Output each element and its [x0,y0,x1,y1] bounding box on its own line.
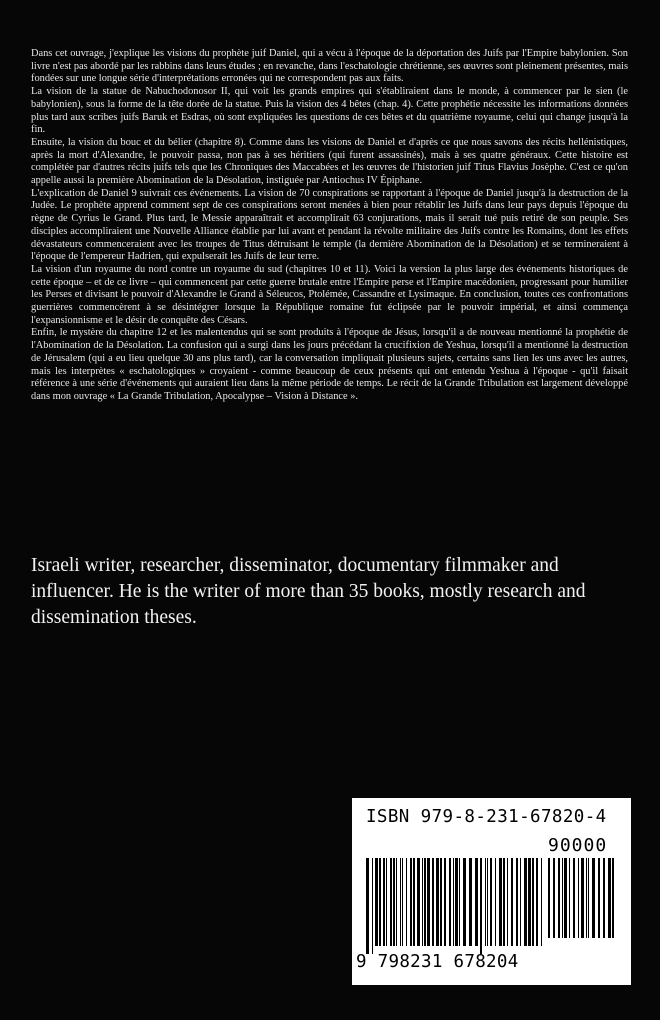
barcode-bar [383,858,385,946]
barcode-bar [453,858,454,946]
barcode-bar [455,858,458,946]
ean-digits: 9 798231 678204 [356,952,519,972]
barcode-bar [379,858,381,946]
barcode-bar [520,858,521,946]
barcode-bar [553,858,555,938]
barcode-bar [487,858,488,946]
barcode-bar [511,858,513,946]
barcode-bar [469,858,472,946]
barcode-bar [432,858,434,946]
barcode-bar [581,858,584,938]
blurb-paragraph-6: Enfin, le mystère du chapitre 12 et les malentendus qui se sont produits à l'époque de Jésus, lorsqu'il a de nouveau mentionné la prophétie de l'Abomination de la Désolation. La confusion qui a surgi dans les jours précédant la crucifixion de Yeshua, lorsqu'il a mentionné la destruction de Jérusalem (qui a eu lieu quelque 30 ans plus tard), car la conversation impliquait plusieurs sujets, certains sans lien les uns avec les autres, mais les interprètes « eschatologiques » croyaient - comme beaucoup de ceux présents qui ont entendu Yeshua à l'époque - qu'il faisait référence à une série d'événements qui auraient lieu dans la même période de temps. Le récit de la Grande Tribulation est largement développé dans mon ouvrage « La Grande Tribulation, Apocalypse – Vision à Distance ». [31,327,628,402]
barcode-bar [366,858,369,954]
barcode-bar [386,858,387,946]
barcode-bar [503,858,505,946]
barcode-bar [372,858,373,954]
barcode-bar [396,858,397,946]
barcode-bar [463,858,466,946]
price-addon-barcode [548,858,614,946]
barcode-bar [548,858,550,938]
barcode-bar [400,858,401,946]
barcode-bar [524,858,527,946]
barcode-bar [569,858,570,938]
barcode-bar [402,858,403,946]
barcode-bar [449,858,451,946]
cover-blurb [31,48,628,404]
barcode-bar [375,858,378,946]
barcode-bar [612,858,614,938]
barcode-bar [507,858,508,946]
barcode-bar [592,858,595,938]
barcode-bar [475,858,478,946]
blurb-paragraph-5: La vision d'un royaume du nord contre un royaume du sud (chapitres 10 et 11). Voici la version la plus large des événements historiques de cette époque – et de ce livre – qui commencent par cette guerre brutale entre l'Empire perse et l'Empire macédonien, progressant pour humilier les Perses et divisant le pouvoir d'Alexandre le Grand à Séleucos, Ptolémée, Cassandre et Lysimaque. En conclusion, toutes ces confrontations guerrières commencèrent à se désintégrer lorsque la République romaine fut éclipsée par le pouvoir impérial, et ainsi commença l'expansionnisme et le désir de conquête des Césars. [31,263,628,326]
barcode-bar [528,858,531,946]
ean13-barcode [366,858,542,954]
barcode-bar [427,858,430,946]
barcode-bar [608,858,611,938]
blurb-paragraph-2: La vision de la statue de Nabuchodonosor II, qui voit les grands empires qui s'établiraient dans le monde, à commencer par le sien (le babylonien), sous la forme de la tête dorée de la statue. Puis la vision des 4 bêtes (chap. 4). Cette prophétie nécessite les informations données plus tard aux scribes juifs Baruk et Esdras, où sont expliquées les questions de ces bêtes et du quatrième royaume, celui qui change jusqu'à la fin. [31,86,628,136]
blurb-paragraph-1: Dans cet ouvrage, j'explique les visions du prophète juif Daniel, qui a vécu à l'époque de la déportation des Juifs par l'Empire babylonien. Son livre n'est pas abordé par les rabbins dans leurs études ; en revanche, dans l'eschatologie chrétienne, ses œuvres sont pleinement présentes, mais fondées sur une longue série d'interprétations erronées qui ne correspondent pas aux faits. [31,48,628,85]
isbn-barcode-box [352,798,631,985]
barcode-bar [485,858,486,946]
barcode-bar [541,858,542,946]
blurb-paragraph-4: L'explication de Daniel 9 suivrait ces événements. La vision de 70 conspirations se rapportant à l'époque de Daniel jusqu'à la destruction de la Judée. Le prophète apprend comment sept de ces conspirations seront menées à bien pour rétablir les Juifs dans leur pays depuis l'époque du règne de Cyrius le Grand. Plus tard, le Messie apparaîtrait et accomplirait 63 conjurations, mais il serait tué puis retiré de son peuple. Ses disciples accompliraient une Nouvelle Alliance établie par lui avant et pendant la révolte militaire des Juifs contre les Romains, dont les effets dévastateurs commenceraient avec les troupes de Titus détruisant le temple (la dernière Abomination de la Désolation) et se termineraient à l'époque de l'empereur Hadrien, qui expulserait les Juifs de leur terre. [31,187,628,263]
barcode-bar [562,858,563,938]
isbn-label: ISBN 979-8-231-67820-4 [366,807,607,827]
barcode-bar [603,858,605,938]
barcode-bar [516,858,518,946]
barcode-bar [490,858,492,946]
barcode-bar [499,858,502,946]
barcode-bar [393,858,395,946]
barcode-bar [480,858,482,954]
barcode-bar [406,858,407,946]
barcode-bar [588,858,589,938]
barcode-bar [390,858,392,946]
barcode-bar [417,858,420,946]
barcode-bar [413,858,415,946]
barcode-bar [573,858,575,938]
barcode-bar [558,858,560,938]
barcode-bar [536,858,538,946]
barcode-bar [578,858,579,938]
barcode-bar [410,858,412,946]
barcode-bar [444,858,446,946]
barcode-bar [436,858,439,946]
barcode-bar [440,858,442,946]
barcode-bar [598,858,600,938]
author-bio: Israeli writer, researcher, disseminator, documentary filmmaker and influencer. He is the writer of more than 35 books, mostly research and dissemination theses. [31,555,586,628]
barcode-bar [586,858,587,938]
barcode-bar [564,858,567,938]
barcode-bar [424,858,426,946]
price-code: 90000 [548,835,608,856]
barcode-bar [422,858,423,946]
barcode-bar [459,858,460,946]
barcode-bar [495,858,496,946]
barcode-bar [532,858,534,946]
blurb-paragraph-3: Ensuite, la vision du bouc et du bélier (chapitre 8). Comme dans les visions de Daniel et d'après ce que nous savons des récits hellénistiques, après la mort d'Alexandre, le pouvoir passa, non pas à ses héritiers (qui furent assassinés), mais à ses quatre généraux. Cette histoire est complétée par d'autres récits juifs tels que les Chroniques des Maccabées et les œuvres de l'historien juif Titus Flavius Josèphe. C'est ce qu'on appelle aussi la première Abomination de la Désolation, instiguée par Antiochus IV Épiphane. [31,136,628,187]
